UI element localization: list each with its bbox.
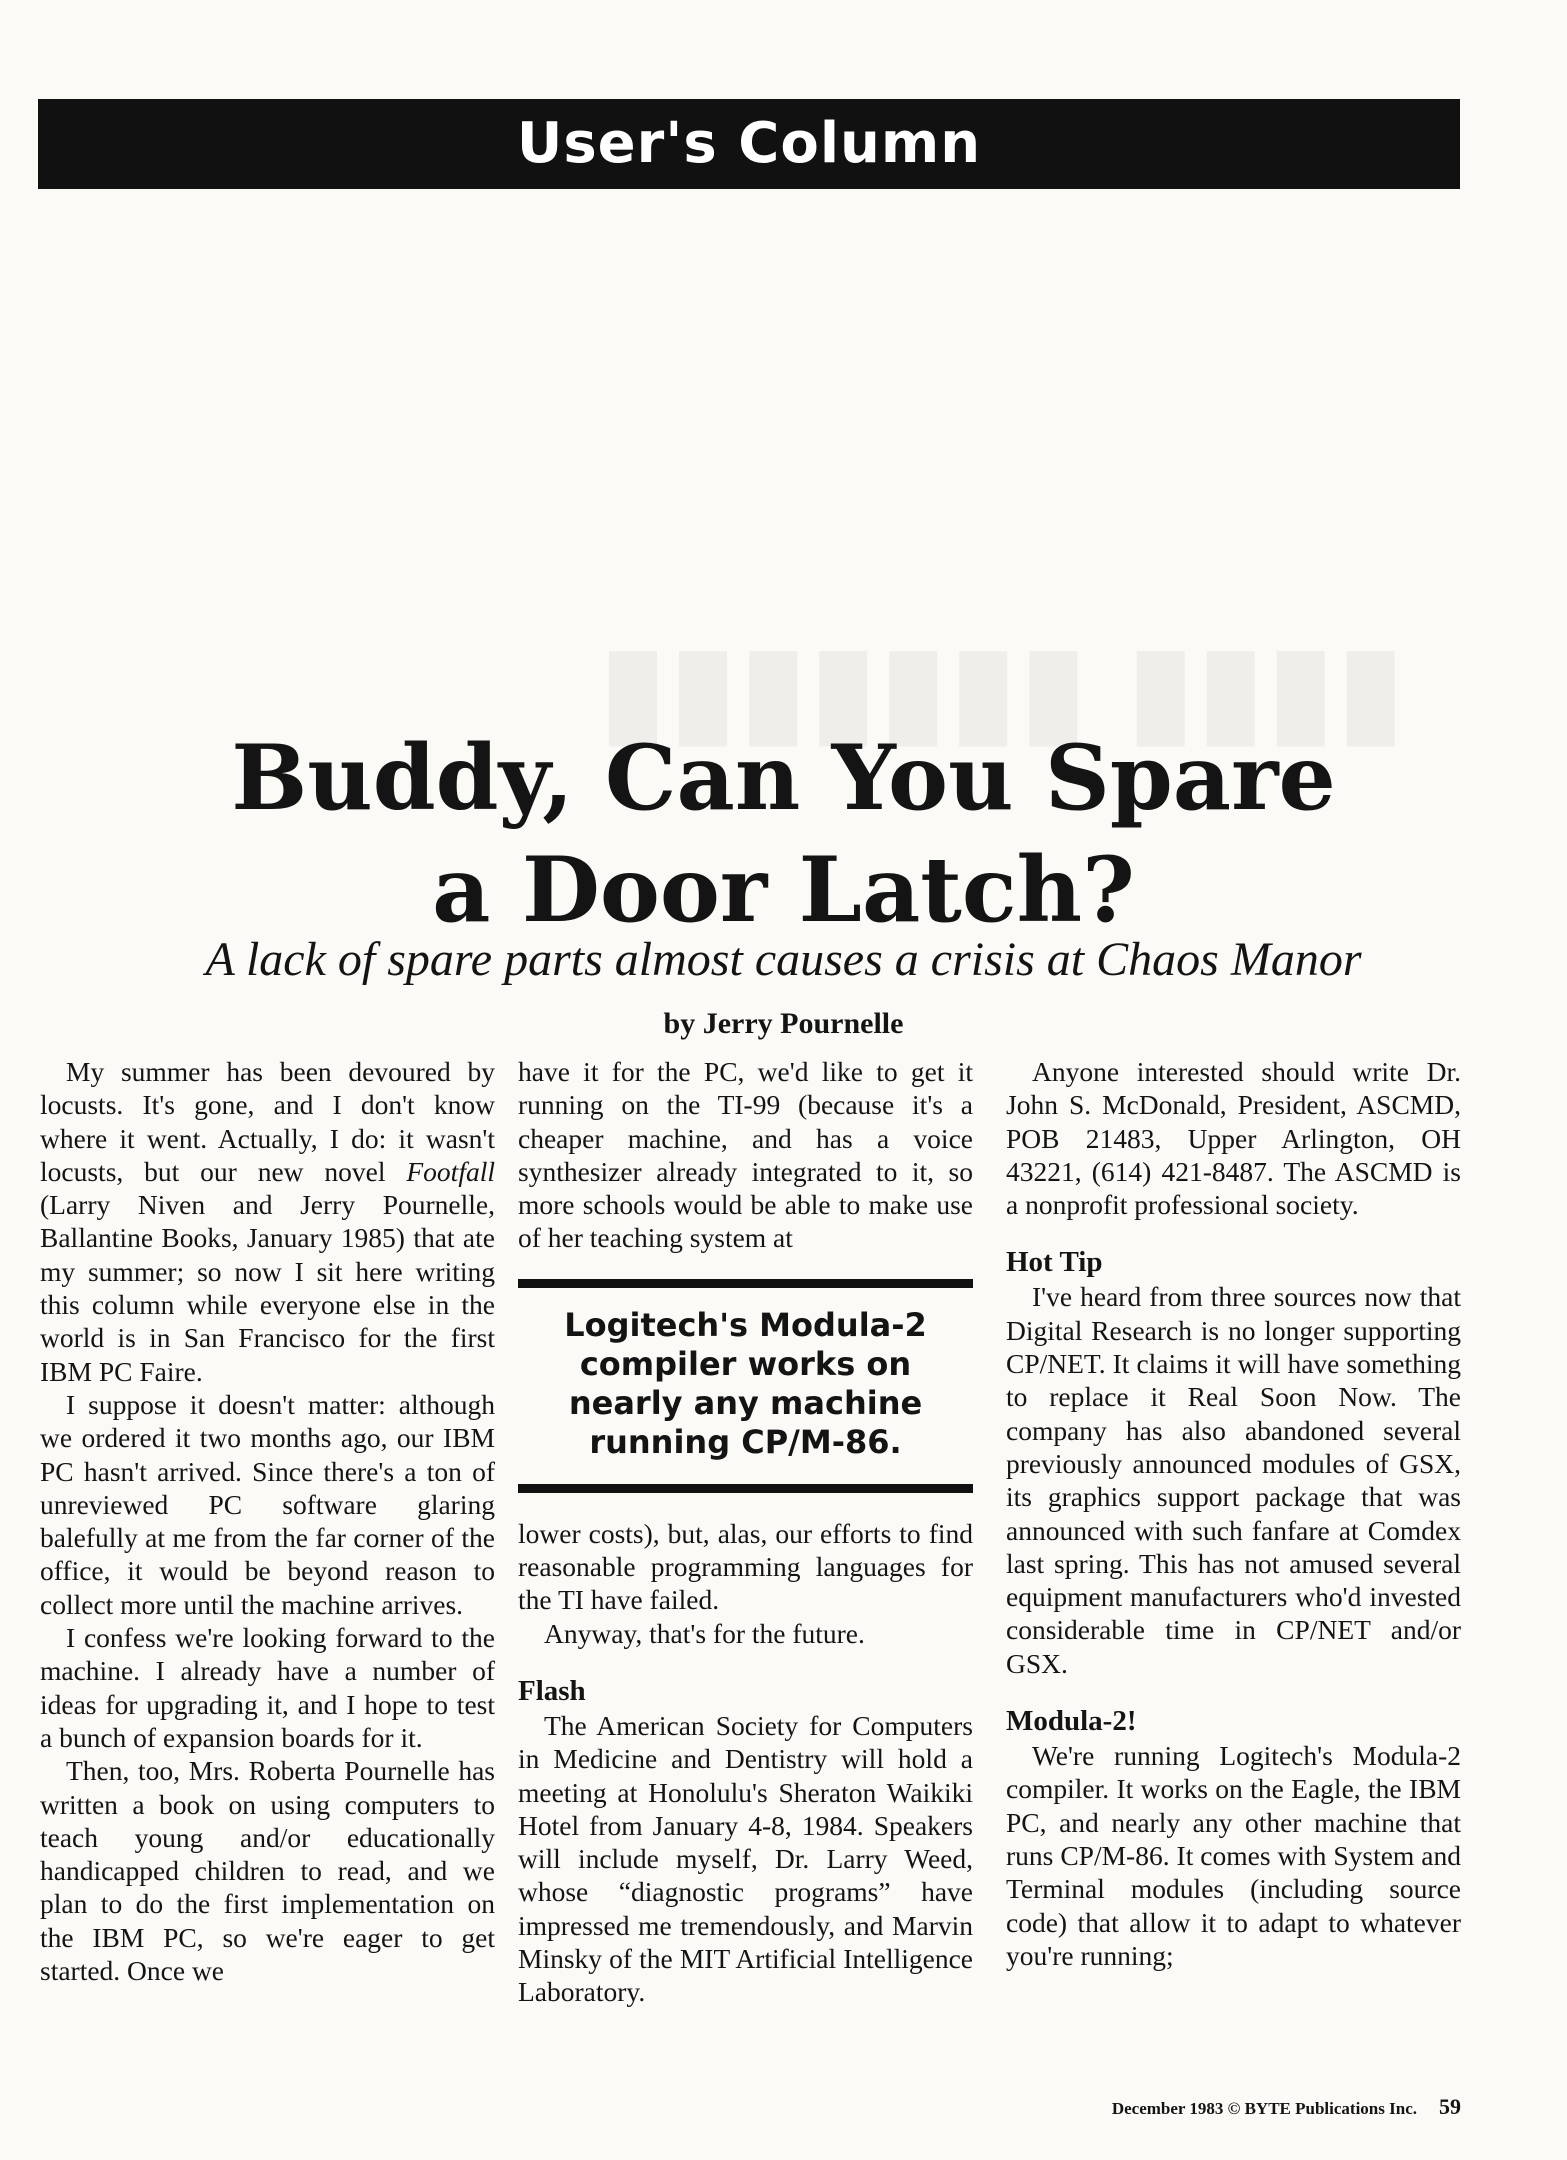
article-title-line-2: a Door Latch? xyxy=(432,837,1135,943)
issue-credit: December 1983 © BYTE Publications Inc. xyxy=(1111,2099,1417,2118)
text-column-3 xyxy=(1006,1055,1461,1972)
section-heading-flash: Flash xyxy=(518,1674,586,1707)
page-number: 59 xyxy=(1439,2094,1461,2119)
paragraph: We're running Logitech's Modula-2 compiler. It works on the Eagle, the IBM PC, and nearly any other machine that runs CP/M-86. It comes with System and Terminal modules (including source code) that allow it to adapt to whatever you're running; xyxy=(1006,1740,1461,1971)
section-title: User's Column xyxy=(516,111,982,176)
article-title xyxy=(40,722,1527,946)
paragraph: My summer has been devoured by locusts. It's gone, and I don't know where it went. Actually, I do: it wasn't locusts, but our new novel Footfall (Larry Niven and Jerry Pournelle, Ballantine Books, January 1985) that ate my summer; so now I sit here writing this column while everyone else in the world is in San Francisco for the first IBM PC Faire. xyxy=(40,1056,495,1387)
page-footer xyxy=(1112,2094,1461,2120)
text-column-1 xyxy=(40,1055,495,1987)
article-byline: by Jerry Pournelle xyxy=(663,1007,904,1040)
section-heading-hot-tip: Hot Tip xyxy=(1006,1246,1103,1279)
article-title-line-1: Buddy, Can You Spare xyxy=(231,725,1336,831)
paragraph: have it for the PC, we'd like to get it running on the TI-99 (because it's a cheaper machine, and has a voice synthesizer already integrated to it, so more schools would be able to make use of her teaching system at xyxy=(518,1056,973,1254)
paragraph: Anyway, that's for the future. xyxy=(544,1617,865,1649)
paragraph: I've heard from three sources now that Digital Research is no longer supporting CP/NET. It claims it will have something to replace it Real Soon Now. The company has also abandoned several previously announced modules of GSX, its graphics support package that was announced with such fanfare at Comdex last spring. This has not amused several equipment manufacturers who'd invested considerable time in CP/NET and/or GSX. xyxy=(1006,1281,1461,1679)
paragraph: I suppose it doesn't matter: although we ordered it two months ago, our IBM PC hasn't arrived. Since there's a ton of unreviewed PC software glaring balefully at me from the far corner of the office, it would be beyond reason to collect more until the machine arrives. xyxy=(40,1388,495,1620)
article-subtitle: A lack of spare parts almost causes a crisis at Chaos Manor xyxy=(205,933,1362,986)
paragraph: lower costs), but, alas, our efforts to find reasonable programming languages for the TI have failed. xyxy=(518,1517,973,1616)
paragraph: The American Society for Computers in Medicine and Dentistry will hold a meeting at Honolulu's Sheraton Waikiki Hotel from January 4-8, 1984. Speakers will include myself, Dr. Larry Weed, whose “diagnostic programs” have impressed me tremendously, and Marvin Minsky of the MIT Artificial Intelligence Laboratory. xyxy=(518,1709,973,2008)
section-banner xyxy=(38,99,1460,189)
section-heading-modula-2: Modula-2! xyxy=(1006,1705,1137,1738)
text-column-2 xyxy=(518,1055,973,2009)
paragraph: Anyone interested should write Dr. John S. McDonald, President, ASCMD, POB 21483, Upper Arlington, OH 43221, (614) 421-8487. The ASCMD is a nonprofit professional society. xyxy=(1006,1056,1461,1221)
book-title: Footfall xyxy=(406,1155,495,1187)
paragraph: Then, too, Mrs. Roberta Pournelle has written a book on using computers to teach young and/or educationally handicapped children to read, and we plan to do the first implementation on the IBM PC, so we're eager to get started. Once we xyxy=(40,1755,495,1987)
paragraph: I confess we're looking forward to the machine. I already have a number of ideas for upgrading it, and I hope to test a bunch of expansion boards for it. xyxy=(40,1622,495,1753)
pull-quote: Logitech's Modula-2 compiler works on nearly any machine running CP/M-86. xyxy=(518,1279,973,1493)
